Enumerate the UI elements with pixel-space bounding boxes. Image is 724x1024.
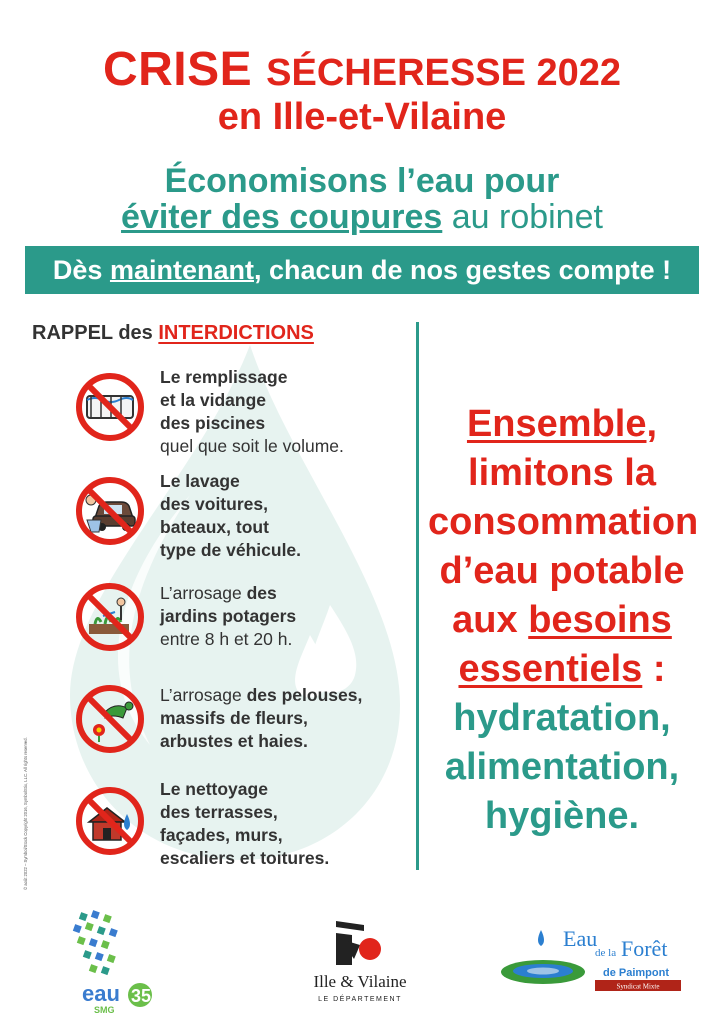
- item-pool-normal: quel que soit le volume.: [160, 436, 344, 456]
- interdiction-item-garden: [75, 582, 405, 657]
- banner: [25, 246, 699, 294]
- item-garden-normal-pre: L’arrosage: [160, 583, 247, 603]
- banner-post: , chacun de nos gestes compte !: [253, 255, 672, 285]
- main-message: [428, 400, 699, 841]
- msg-aux: aux: [452, 599, 529, 641]
- item-house-bold: Le nettoyage des terrasses, façades, murs, escaliers et toitures.: [160, 779, 330, 868]
- msg-alimentation: alimentation,: [444, 746, 680, 788]
- interdiction-text-house: [160, 778, 420, 870]
- foret-syndicat: Syndicat Mixte: [616, 982, 660, 991]
- item-lawn-bold: des pelouses, massifs de fleurs, arbustes et haies.: [160, 685, 363, 751]
- msg-line-2: limitons la: [468, 452, 656, 494]
- banner-underlined: maintenant: [109, 255, 254, 285]
- item-pool-bold: Le remplissage et la vidange des piscines: [160, 367, 288, 433]
- foret-paimpont: de Paimpont: [603, 967, 670, 979]
- car-wash-prohibited-icon: [75, 476, 145, 546]
- title-crise: CRISE: [102, 43, 253, 96]
- msg-line-4: d’eau potable: [439, 550, 685, 592]
- iv-name: Ille & Vilaine: [313, 972, 407, 991]
- msg-ensemble: Ensemble: [466, 403, 647, 445]
- rappel-label: RAPPEL des: [32, 322, 159, 344]
- interdiction-text-pool: [160, 366, 420, 458]
- ille-et-vilaine-logo: [280, 915, 440, 1015]
- foret-foret: Forêt: [621, 936, 668, 961]
- interdiction-text-car: [160, 470, 420, 562]
- subtitle-rest: au robinet: [442, 198, 603, 236]
- copyright-text: © août 2022 – Symbol/Stock Copyright 2016, SymbolStix, LLC. All rights reserved.: [23, 737, 28, 890]
- garden-watering-prohibited-icon: [75, 582, 145, 652]
- msg-line-3: consommation: [428, 501, 699, 543]
- interdiction-text-lawn: [160, 684, 420, 753]
- title-secheresse: SÉCHERESSE 2022: [266, 52, 622, 94]
- copyright-note: [20, 700, 30, 890]
- eau35-logo: [60, 905, 170, 1015]
- eau35-num: 35: [131, 986, 152, 1006]
- banner-pre: Dès: [52, 255, 110, 285]
- msg-besoins: besoins: [528, 599, 672, 641]
- interdiction-item-car: [75, 470, 405, 562]
- item-car-bold: Le lavage des voitures, bateaux, tout type de véhicule.: [160, 471, 302, 560]
- msg-hygiene: hygiène.: [484, 795, 640, 837]
- house-cleaning-prohibited-icon: [75, 786, 145, 856]
- subtitle-line-1: Économisons l’eau pour: [164, 162, 560, 200]
- rappel-heading: [32, 322, 314, 345]
- interdiction-item-house: [75, 778, 405, 873]
- item-lawn-normal-pre: L’arrosage: [160, 685, 247, 705]
- title-line-1: [0, 42, 724, 97]
- foret-eau: Eau: [563, 926, 598, 951]
- lawn-watering-prohibited-icon: [75, 684, 145, 754]
- msg-colon: :: [642, 648, 666, 690]
- subtitle-underlined: éviter des coupures: [121, 198, 443, 236]
- eau-de-la-foret-logo: [495, 920, 695, 995]
- item-garden-normal: entre 8 h et 20 h.: [160, 629, 293, 649]
- iv-sub: LE DÉPARTEMENT: [318, 996, 402, 1003]
- rappel-highlight: INTERDICTIONS: [158, 322, 314, 344]
- eau35-sub: SMG: [94, 1005, 115, 1015]
- foret-de-la: de la: [595, 947, 617, 959]
- msg-comma: ,: [646, 403, 658, 445]
- eau35-text: eau: [82, 981, 120, 1006]
- msg-hydratation: hydratation,: [453, 697, 671, 739]
- interdiction-item-pool: [75, 366, 405, 456]
- subtitle-line-2: [0, 198, 724, 237]
- msg-essentiels: essentiels: [458, 648, 643, 690]
- interdiction-item-lawn: [75, 684, 405, 759]
- item-garden-bold: des jardins potagers: [160, 583, 297, 626]
- interdiction-text-garden: [160, 582, 420, 651]
- title-region: en Ille-et-Vilaine: [217, 96, 507, 138]
- pool-prohibited-icon: [75, 372, 145, 442]
